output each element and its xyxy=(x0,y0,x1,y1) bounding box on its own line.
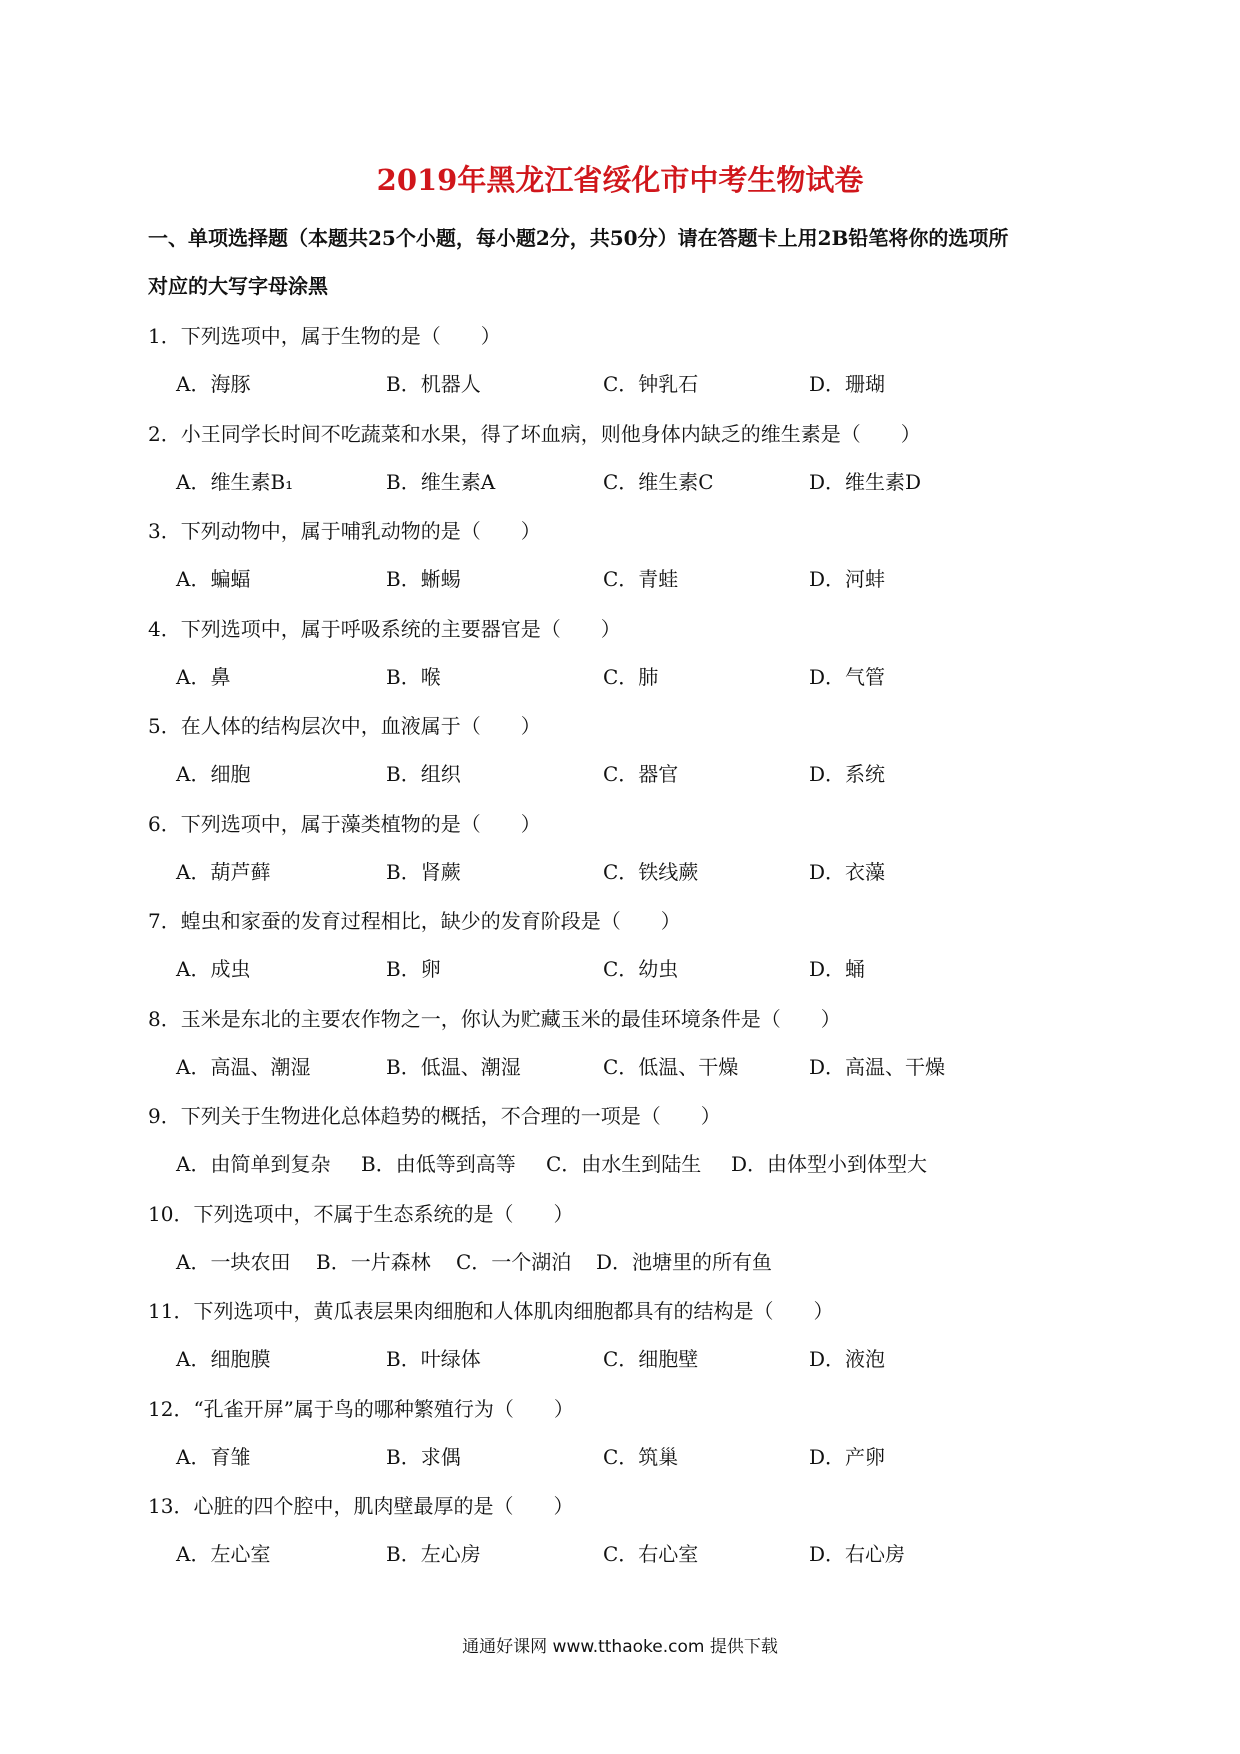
answer-option: A．由简单到复杂 xyxy=(176,1152,331,1176)
answer-option: D．河蚌 xyxy=(809,567,886,591)
question-stem: 11．下列选项中，黄瓜表层果肉细胞和人体肌肉细胞都具有的结构是（ ） xyxy=(148,1299,834,1323)
answer-option: D．由体型小到体型大 xyxy=(731,1152,928,1176)
answer-option: D．右心房 xyxy=(809,1542,906,1566)
answer-option: B．维生素A xyxy=(386,470,496,494)
answer-option: C．幼虫 xyxy=(603,957,679,981)
answer-option: C．由水生到陆生 xyxy=(546,1152,702,1176)
answer-option: A．细胞 xyxy=(176,762,251,786)
answer-option: D．气管 xyxy=(809,665,886,689)
answer-option: A．葫芦藓 xyxy=(176,860,271,884)
answer-option: C．一个湖泊 xyxy=(456,1250,572,1274)
answer-option: D．衣藻 xyxy=(809,860,886,884)
answer-option: B．左心房 xyxy=(386,1542,481,1566)
footer-credit: 通通好课网 www.tthaoke.com 提供下载 xyxy=(462,1637,778,1657)
answer-option: A．一块农田 xyxy=(176,1250,291,1274)
answer-option: B．肾蕨 xyxy=(386,860,461,884)
answer-option: B．组织 xyxy=(386,762,461,786)
answer-option: C．筑巢 xyxy=(603,1445,679,1469)
answer-option: B．卵 xyxy=(386,957,441,981)
answer-option: D．系统 xyxy=(809,762,886,786)
answer-option: D．液泡 xyxy=(809,1347,886,1371)
answer-option: B．喉 xyxy=(386,665,441,689)
answer-option: A．鼻 xyxy=(176,665,231,689)
question-stem: 10．下列选项中，不属于生态系统的是（ ） xyxy=(148,1202,574,1226)
question-stem: 2．小王同学长时间不吃蔬菜和水果，得了坏血病，则他身体内缺乏的维生素是（ ） xyxy=(148,422,921,446)
answer-option: C．细胞壁 xyxy=(603,1347,699,1371)
question-stem: 5．在人体的结构层次中，血液属于（ ） xyxy=(148,714,541,738)
answer-option: D．高温、干燥 xyxy=(809,1055,946,1079)
answer-option: A．细胞膜 xyxy=(176,1347,271,1371)
answer-option: C．青蛙 xyxy=(603,567,679,591)
answer-option: D．蛹 xyxy=(809,957,866,981)
answer-option: B．一片森林 xyxy=(316,1250,431,1274)
answer-option: B．低温、潮湿 xyxy=(386,1055,521,1079)
page-title: 2019年黑龙江省绥化市中考生物试卷 xyxy=(376,163,864,197)
answer-option: C．肺 xyxy=(603,665,659,689)
question-stem: 13．心脏的四个腔中，肌肉壁最厚的是（ ） xyxy=(148,1494,574,1518)
answer-option: C．铁线蕨 xyxy=(603,860,699,884)
answer-option: D．珊瑚 xyxy=(809,372,886,396)
question-stem: 8．玉米是东北的主要农作物之一，你认为贮藏玉米的最佳环境条件是（ ） xyxy=(148,1007,841,1031)
answer-option: B．由低等到高等 xyxy=(361,1152,516,1176)
answer-option: C．器官 xyxy=(603,762,679,786)
answer-option: D．维生素D xyxy=(809,470,922,494)
answer-option: B．机器人 xyxy=(386,372,481,396)
question-stem: 12．“孔雀开屏”属于鸟的哪种繁殖行为（ ） xyxy=(148,1397,574,1421)
answer-option: C．维生素C xyxy=(603,470,714,494)
section-heading-line1: 一、单项选择题（本题共25个小题，每小题2分，共50分）请在答题卡上用2B铅笔将你的选项所 xyxy=(148,226,1009,250)
answer-option: A．海豚 xyxy=(176,372,251,396)
answer-option: C．右心室 xyxy=(603,1542,699,1566)
answer-option: A．维生素B₁ xyxy=(176,470,294,494)
question-stem: 4．下列选项中，属于呼吸系统的主要器官是（ ） xyxy=(148,617,621,641)
question-stem: 9．下列关于生物进化总体趋势的概括，不合理的一项是（ ） xyxy=(148,1104,721,1128)
question-stem: 3．下列动物中，属于哺乳动物的是（ ） xyxy=(148,519,541,543)
answer-option: A．蝙蝠 xyxy=(176,567,251,591)
answer-option: A．高温、潮湿 xyxy=(176,1055,311,1079)
answer-option: A．左心室 xyxy=(176,1542,271,1566)
answer-option: D．池塘里的所有鱼 xyxy=(596,1250,773,1274)
answer-option: B．叶绿体 xyxy=(386,1347,481,1371)
answer-option: A．成虫 xyxy=(176,957,251,981)
question-stem: 7．蝗虫和家蚕的发育过程相比，缺少的发育阶段是（ ） xyxy=(148,909,681,933)
answer-option: B．求偶 xyxy=(386,1445,461,1469)
question-stem: 6．下列选项中，属于藻类植物的是（ ） xyxy=(148,812,541,836)
question-stem: 1．下列选项中，属于生物的是（ ） xyxy=(148,324,501,348)
answer-option: A．育雏 xyxy=(176,1445,251,1469)
answer-option: C．低温、干燥 xyxy=(603,1055,739,1079)
answer-option: C．钟乳石 xyxy=(603,372,699,396)
answer-option: D．产卵 xyxy=(809,1445,886,1469)
section-heading-line2: 对应的大写字母涂黑 xyxy=(148,274,328,298)
answer-option: B．蜥蜴 xyxy=(386,567,461,591)
